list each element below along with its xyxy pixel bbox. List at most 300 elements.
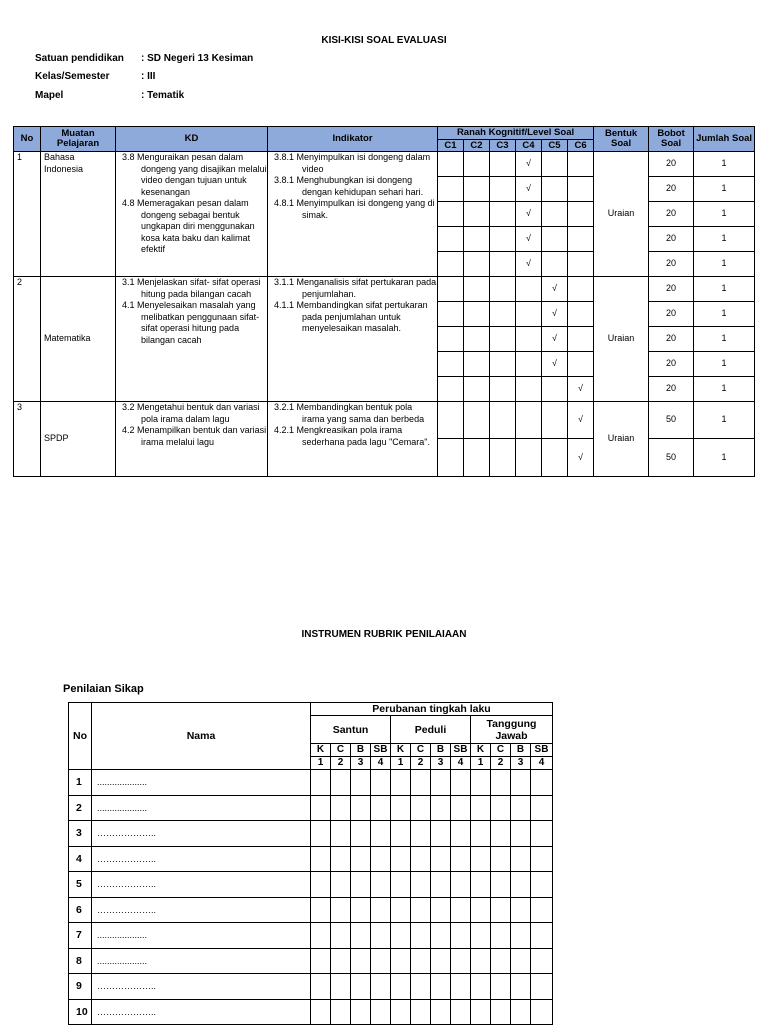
score-cell[interactable] — [311, 999, 331, 1025]
score-cell[interactable] — [511, 795, 531, 821]
level-cell-c6 — [568, 402, 594, 439]
score-cell[interactable] — [311, 821, 331, 847]
table-row — [69, 897, 553, 923]
kisi-row — [14, 402, 755, 439]
table-row — [69, 795, 553, 821]
level-cell-c3 — [490, 177, 516, 202]
score-cell[interactable] — [471, 795, 491, 821]
header-score: 2 — [411, 757, 431, 770]
header-grade: C — [411, 744, 431, 757]
score-cell[interactable] — [311, 897, 331, 923]
score-cell[interactable] — [431, 872, 451, 898]
level-cell-c4 — [516, 252, 542, 277]
kd-number: 3.8 — [122, 152, 135, 162]
bentuk-soal: Uraian — [594, 402, 649, 477]
indikator-cell — [268, 152, 438, 277]
score-cell[interactable] — [531, 795, 553, 821]
header-score: 3 — [431, 757, 451, 770]
score-cell[interactable] — [491, 795, 511, 821]
score-cell[interactable] — [431, 923, 451, 949]
muatan-pelajaran: Bahasa Indonesia — [41, 152, 116, 277]
score-cell[interactable] — [411, 974, 431, 1000]
score-cell[interactable] — [451, 999, 471, 1025]
score-cell[interactable] — [331, 872, 351, 898]
header-score: 3 — [511, 757, 531, 770]
score-cell[interactable] — [491, 821, 511, 847]
meta-kelas — [35, 71, 155, 82]
level-cell-c4 — [516, 352, 542, 377]
indikator-item — [271, 175, 437, 198]
score-cell[interactable] — [531, 770, 553, 796]
indikator-text: Menganalisis sifat pertukaran pada penjumlahan. — [296, 277, 437, 299]
row-number: 1 — [69, 770, 92, 796]
level-cell-c5 — [542, 327, 568, 352]
score-cell[interactable] — [411, 923, 431, 949]
score-cell[interactable] — [431, 999, 451, 1025]
score-cell[interactable] — [391, 770, 411, 796]
row-number: 6 — [69, 897, 92, 923]
header-grade: C — [491, 744, 511, 757]
score-cell[interactable] — [331, 923, 351, 949]
header-aspect: Tanggung Jawab — [471, 716, 553, 744]
indikator-text: Membandingkan sifat pertukaran pada penjumlahan untuk menyelesaikan masalah. — [296, 300, 428, 333]
level-cell-c6 — [568, 302, 594, 327]
indikator-number: 4.8.1 — [274, 198, 295, 208]
score-cell[interactable] — [531, 999, 553, 1025]
check-mark: √ — [552, 308, 557, 319]
muatan-pelajaran: Matematika — [41, 277, 116, 402]
level-cell-c4 — [516, 439, 542, 477]
meta-satuan — [35, 53, 253, 64]
header-level: C6 — [568, 140, 594, 152]
score-cell[interactable] — [531, 821, 553, 847]
kd-item — [119, 425, 267, 448]
level-cell-c2 — [464, 402, 490, 439]
score-cell[interactable] — [371, 846, 391, 872]
header-grade: K — [471, 744, 491, 757]
level-cell-c3 — [490, 202, 516, 227]
score-cell[interactable] — [531, 974, 553, 1000]
kd-number: 4.2 — [122, 425, 135, 435]
header-score: 4 — [451, 757, 471, 770]
score-cell[interactable] — [371, 974, 391, 1000]
score-cell[interactable] — [451, 948, 471, 974]
kisi-row — [14, 152, 755, 177]
score-cell[interactable] — [371, 923, 391, 949]
row-number: 3 — [14, 402, 41, 477]
level-cell-c4 — [516, 327, 542, 352]
score-cell[interactable] — [311, 974, 331, 1000]
score-cell[interactable] — [491, 999, 511, 1025]
kd-number: 3.1 — [122, 277, 135, 287]
score-cell[interactable] — [371, 795, 391, 821]
level-cell-c6 — [568, 377, 594, 402]
indikator-item — [271, 198, 437, 221]
score-cell[interactable] — [471, 872, 491, 898]
header-score: 1 — [391, 757, 411, 770]
level-cell-c2 — [464, 152, 490, 177]
header-score: 2 — [331, 757, 351, 770]
meta-value: : Tematik — [141, 90, 185, 101]
kd-text: Mengetahui bentuk dan variasi pola irama dalam lagu — [137, 402, 260, 424]
score-cell[interactable] — [471, 821, 491, 847]
row-number: 10 — [69, 999, 92, 1025]
score-cell[interactable] — [451, 897, 471, 923]
meta-label: Mapel — [35, 90, 64, 101]
level-cell-c4 — [516, 302, 542, 327]
score-cell[interactable] — [351, 846, 371, 872]
header-indikator: Indikator — [268, 127, 438, 152]
score-cell[interactable] — [471, 846, 491, 872]
score-cell[interactable] — [431, 770, 451, 796]
check-mark: √ — [578, 451, 583, 462]
level-cell-c5 — [542, 302, 568, 327]
score-cell[interactable] — [451, 795, 471, 821]
jumlah-soal: 1 — [694, 177, 755, 202]
meta-label: Satuan pendidikan — [35, 53, 124, 64]
level-cell-c3 — [490, 402, 516, 439]
score-cell[interactable] — [511, 999, 531, 1025]
score-cell[interactable] — [451, 923, 471, 949]
check-mark: √ — [552, 358, 557, 369]
score-cell[interactable] — [391, 821, 411, 847]
score-cell[interactable] — [431, 795, 451, 821]
score-cell[interactable] — [511, 897, 531, 923]
score-cell[interactable] — [391, 974, 411, 1000]
level-cell-c2 — [464, 177, 490, 202]
score-cell[interactable] — [511, 923, 531, 949]
kd-cell — [116, 402, 268, 477]
student-name: .................... — [92, 770, 311, 796]
bobot-soal: 20 — [649, 327, 694, 352]
muatan-pelajaran: SPDP — [41, 402, 116, 477]
score-cell[interactable] — [431, 974, 451, 1000]
header-score: 1 — [471, 757, 491, 770]
score-cell[interactable] — [491, 974, 511, 1000]
header-aspect: Peduli — [391, 716, 471, 744]
rubrik-title: INSTRUMEN RUBRIK PENILAIAAN — [301, 629, 467, 640]
level-cell-c1 — [438, 352, 464, 377]
level-cell-c6 — [568, 177, 594, 202]
level-cell-c1 — [438, 402, 464, 439]
header-kd: KD — [116, 127, 268, 152]
row-number: 2 — [14, 277, 41, 402]
score-cell[interactable] — [331, 897, 351, 923]
score-cell[interactable] — [491, 872, 511, 898]
table-row — [69, 770, 553, 796]
kd-item — [119, 402, 267, 425]
header-grade: SB — [451, 744, 471, 757]
level-cell-c4 — [516, 277, 542, 302]
score-cell[interactable] — [411, 999, 431, 1025]
score-cell[interactable] — [511, 770, 531, 796]
indikator-number: 3.8.1 — [274, 152, 295, 162]
score-cell[interactable] — [411, 846, 431, 872]
indikator-item — [271, 152, 437, 175]
score-cell[interactable] — [411, 897, 431, 923]
score-cell[interactable] — [511, 948, 531, 974]
score-cell[interactable] — [531, 872, 553, 898]
level-cell-c5 — [542, 202, 568, 227]
header-grade: K — [391, 744, 411, 757]
level-cell-c4 — [516, 402, 542, 439]
header-bentuk: Bentuk Soal — [594, 127, 649, 152]
level-cell-c1 — [438, 277, 464, 302]
header-grade: B — [511, 744, 531, 757]
score-cell[interactable] — [331, 795, 351, 821]
score-cell[interactable] — [391, 795, 411, 821]
header-aspect: Santun — [311, 716, 391, 744]
student-name: .................... — [92, 948, 311, 974]
level-cell-c6 — [568, 352, 594, 377]
level-cell-c5 — [542, 227, 568, 252]
row-number: 8 — [69, 948, 92, 974]
level-cell-c6 — [568, 202, 594, 227]
score-cell[interactable] — [391, 846, 411, 872]
score-cell[interactable] — [451, 872, 471, 898]
score-cell[interactable] — [411, 770, 431, 796]
header-ranah: Ranah Kognitif/Level Soal — [438, 127, 594, 140]
header-grade: SB — [531, 744, 553, 757]
level-cell-c2 — [464, 352, 490, 377]
score-cell[interactable] — [371, 948, 391, 974]
indikator-number: 3.2.1 — [274, 402, 295, 412]
jumlah-soal: 1 — [694, 152, 755, 177]
score-cell[interactable] — [491, 846, 511, 872]
jumlah-soal: 1 — [694, 227, 755, 252]
kd-text: Menjelaskan sifat- sifat operasi hitung pada bilangan cacah — [137, 277, 261, 299]
score-cell[interactable] — [511, 821, 531, 847]
score-cell[interactable] — [491, 897, 511, 923]
score-cell[interactable] — [451, 821, 471, 847]
row-number: 5 — [69, 872, 92, 898]
score-cell[interactable] — [511, 872, 531, 898]
jumlah-soal: 1 — [694, 377, 755, 402]
score-cell[interactable] — [351, 948, 371, 974]
score-cell[interactable] — [331, 821, 351, 847]
level-cell-c3 — [490, 352, 516, 377]
score-cell[interactable] — [431, 846, 451, 872]
level-cell-c1 — [438, 202, 464, 227]
score-cell[interactable] — [431, 948, 451, 974]
score-cell[interactable] — [311, 795, 331, 821]
sikap-title: Penilaian Sikap — [63, 683, 144, 695]
bobot-soal: 20 — [649, 277, 694, 302]
score-cell[interactable] — [431, 821, 451, 847]
score-cell[interactable] — [471, 974, 491, 1000]
jumlah-soal: 1 — [694, 252, 755, 277]
score-cell[interactable] — [351, 770, 371, 796]
score-cell[interactable] — [311, 948, 331, 974]
header-perubahan: Perubanan tingkah laku — [311, 703, 553, 716]
indikator-text: Membandingkan bentuk pola irama yang sama dan berbeda — [296, 402, 425, 424]
score-cell[interactable] — [451, 974, 471, 1000]
row-number: 3 — [69, 821, 92, 847]
score-cell[interactable] — [471, 897, 491, 923]
level-cell-c3 — [490, 439, 516, 477]
kd-number: 3.2 — [122, 402, 135, 412]
indikator-number: 3.1.1 — [274, 277, 295, 287]
kd-text: Memeragakan pesan dalam dongeng sebagai bentuk ungkapan diri menggunakan kosa kata baku dan kalimat efektif — [137, 198, 255, 254]
kd-number: 4.1 — [122, 300, 135, 310]
score-cell[interactable] — [531, 923, 553, 949]
level-cell-c4 — [516, 227, 542, 252]
kd-text: Menyelesaikan masalah yang melibatkan penggunaan sifat-sifat operasi hitung pada bilangan cacah — [137, 300, 260, 345]
bobot-soal: 50 — [649, 402, 694, 439]
bobot-soal: 20 — [649, 352, 694, 377]
kd-item — [119, 198, 267, 256]
level-cell-c2 — [464, 227, 490, 252]
level-cell-c6 — [568, 152, 594, 177]
level-cell-c4 — [516, 152, 542, 177]
indikator-number: 4.1.1 — [274, 300, 295, 310]
indikator-text: Menyimpulkan isi dongeng dalam video — [296, 152, 431, 174]
score-cell[interactable] — [491, 770, 511, 796]
indikator-text: Menyimpulkan isi dongeng yang di simak. — [296, 198, 435, 220]
student-name: ……………….. — [92, 872, 311, 898]
score-cell[interactable] — [391, 872, 411, 898]
score-cell[interactable] — [471, 770, 491, 796]
meta-label: Kelas/Semester — [35, 71, 110, 82]
score-cell[interactable] — [411, 795, 431, 821]
level-cell-c5 — [542, 277, 568, 302]
level-cell-c5 — [542, 152, 568, 177]
indikator-item — [271, 300, 437, 335]
indikator-item — [271, 277, 437, 300]
table-row — [69, 974, 553, 1000]
header-level: C2 — [464, 140, 490, 152]
score-cell[interactable] — [331, 974, 351, 1000]
score-cell[interactable] — [351, 999, 371, 1025]
level-cell-c5 — [542, 439, 568, 477]
score-cell[interactable] — [371, 897, 391, 923]
header-bobot: Bobot Soal — [649, 127, 694, 152]
score-cell[interactable] — [371, 872, 391, 898]
score-cell[interactable] — [351, 795, 371, 821]
level-cell-c6 — [568, 327, 594, 352]
header-score: 1 — [311, 757, 331, 770]
level-cell-c3 — [490, 377, 516, 402]
score-cell[interactable] — [391, 948, 411, 974]
score-cell[interactable] — [331, 846, 351, 872]
row-number: 7 — [69, 923, 92, 949]
level-cell-c4 — [516, 202, 542, 227]
level-cell-c5 — [542, 252, 568, 277]
score-cell[interactable] — [531, 846, 553, 872]
header-level: C4 — [516, 140, 542, 152]
score-cell[interactable] — [371, 770, 391, 796]
score-cell[interactable] — [371, 821, 391, 847]
score-cell[interactable] — [471, 999, 491, 1025]
level-cell-c3 — [490, 152, 516, 177]
score-cell[interactable] — [471, 948, 491, 974]
kd-number: 4.8 — [122, 198, 135, 208]
bobot-soal: 20 — [649, 227, 694, 252]
score-cell[interactable] — [531, 948, 553, 974]
score-cell[interactable] — [491, 948, 511, 974]
level-cell-c1 — [438, 227, 464, 252]
check-mark: √ — [526, 258, 531, 269]
bobot-soal: 20 — [649, 302, 694, 327]
score-cell[interactable] — [451, 770, 471, 796]
level-cell-c1 — [438, 152, 464, 177]
score-cell[interactable] — [411, 872, 431, 898]
level-cell-c5 — [542, 377, 568, 402]
score-cell[interactable] — [371, 999, 391, 1025]
score-cell[interactable] — [351, 974, 371, 1000]
score-cell[interactable] — [451, 846, 471, 872]
header-jumlah: Jumlah Soal — [694, 127, 755, 152]
score-cell[interactable] — [351, 872, 371, 898]
score-cell[interactable] — [331, 999, 351, 1025]
table-row — [69, 923, 553, 949]
score-cell[interactable] — [411, 948, 431, 974]
score-cell[interactable] — [511, 974, 531, 1000]
student-name: ……………….. — [92, 974, 311, 1000]
level-cell-c3 — [490, 277, 516, 302]
student-name: .................... — [92, 795, 311, 821]
check-mark: √ — [552, 283, 557, 294]
score-cell[interactable] — [331, 948, 351, 974]
score-cell[interactable] — [311, 923, 331, 949]
kisi-kisi-table — [13, 126, 755, 477]
score-cell[interactable] — [331, 770, 351, 796]
meta-value: : SD Negeri 13 Kesiman — [141, 53, 254, 64]
score-cell[interactable] — [511, 846, 531, 872]
score-cell[interactable] — [391, 999, 411, 1025]
score-cell[interactable] — [311, 846, 331, 872]
level-cell-c1 — [438, 439, 464, 477]
score-cell[interactable] — [391, 897, 411, 923]
header-muatan: Muatan Pelajaran — [41, 127, 116, 152]
table-row — [69, 846, 553, 872]
score-cell[interactable] — [411, 821, 431, 847]
score-cell[interactable] — [311, 872, 331, 898]
score-cell[interactable] — [491, 923, 511, 949]
jumlah-soal: 1 — [694, 352, 755, 377]
row-number: 9 — [69, 974, 92, 1000]
level-cell-c3 — [490, 302, 516, 327]
score-cell[interactable] — [531, 897, 553, 923]
row-number: 4 — [69, 846, 92, 872]
score-cell[interactable] — [431, 897, 451, 923]
level-cell-c2 — [464, 277, 490, 302]
level-cell-c1 — [438, 377, 464, 402]
header-no: No — [14, 127, 41, 152]
level-cell-c1 — [438, 327, 464, 352]
header-grade: C — [331, 744, 351, 757]
indikator-number: 3.8.1 — [274, 175, 295, 185]
score-cell[interactable] — [351, 897, 371, 923]
indikator-item — [271, 402, 437, 425]
header-level: C1 — [438, 140, 464, 152]
indikator-text: Menghubungkan isi dongeng dengan kehidupan sehari hari. — [296, 175, 424, 197]
score-cell[interactable] — [311, 770, 331, 796]
table-row — [69, 999, 553, 1025]
header-level: C3 — [490, 140, 516, 152]
score-cell[interactable] — [351, 923, 371, 949]
level-cell-c6 — [568, 439, 594, 477]
jumlah-soal: 1 — [694, 402, 755, 439]
score-cell[interactable] — [351, 821, 371, 847]
score-cell[interactable] — [391, 923, 411, 949]
bobot-soal: 20 — [649, 377, 694, 402]
bobot-soal: 20 — [649, 252, 694, 277]
check-mark: √ — [526, 158, 531, 169]
kd-cell — [116, 152, 268, 277]
score-cell[interactable] — [471, 923, 491, 949]
student-name: ……………….. — [92, 897, 311, 923]
